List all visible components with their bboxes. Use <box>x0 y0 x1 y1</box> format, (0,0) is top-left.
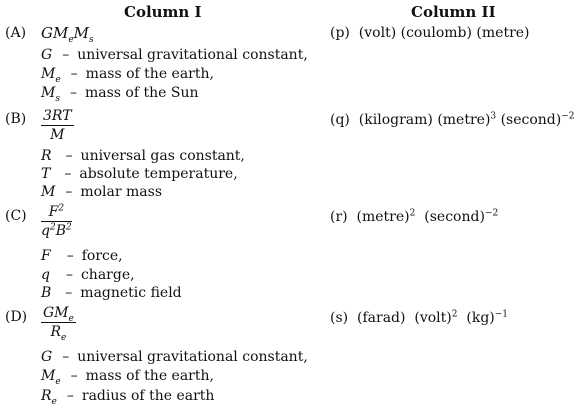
item-a-label: (A) <box>5 25 27 41</box>
option-q: (q) (kilogram) (metre)$^3$ (second)$^{-2}$ <box>330 111 575 128</box>
item-b-numerator: 3RT <box>43 108 72 124</box>
item-d-def-2: $M_e$ – mass of the earth, <box>41 368 214 387</box>
option-r: (r) (metre)$^2$ (second)$^{-2}$ <box>330 208 499 225</box>
option-s: (s) (farad) (volt)$^2$ (kg)$^{-1}$ <box>330 309 509 326</box>
option-r-label: (r) <box>330 209 348 225</box>
item-d-def-1: G – universal gravitational constant, <box>41 349 308 365</box>
item-b-def-3: M – molar mass <box>41 184 163 200</box>
item-c-def-1: F – force, <box>41 248 123 264</box>
item-b-def-2: T – absolute temperature, <box>41 166 238 182</box>
item-a-def-2: $M_e$ – mass of the earth, <box>41 66 214 85</box>
option-s-label: (s) <box>330 310 349 326</box>
item-b-denominator: M <box>50 127 65 143</box>
item-c-def-3: B – magnetic field <box>41 285 182 301</box>
item-c-label: (C) <box>5 208 27 224</box>
column-2-header: Column II <box>411 3 496 21</box>
item-c-def-2: q – charge, <box>41 267 135 283</box>
column-1-header: Column I <box>124 3 202 21</box>
item-b-label: (B) <box>5 111 27 127</box>
option-q-label: (q) <box>330 112 350 128</box>
item-d-denominator: $R_e$ <box>50 324 67 343</box>
item-c-numerator: $F^2$ <box>41 204 72 222</box>
item-b-def-1: R – universal gas constant, <box>41 148 245 164</box>
item-c-denominator: $q^2B^2$ <box>41 222 72 239</box>
item-a-expression: $GM_eM_s$ <box>41 24 94 45</box>
item-d-numerator: $GM_e$ <box>43 305 74 324</box>
item-c-fraction <box>41 204 72 240</box>
item-a-def-1: G – universal gravitational constant, <box>41 47 308 63</box>
option-p <box>330 25 530 41</box>
item-d-def-3: $R_e$ – radius of the earth <box>41 388 215 407</box>
item-d-label: (D) <box>5 309 28 325</box>
option-p-text: (volt) (coulomb) (metre) <box>358 25 530 41</box>
item-a-def-3: $M_s$ – mass of the Sun <box>41 85 199 104</box>
item-d-fraction <box>41 305 76 341</box>
option-p-label: (p) <box>330 25 350 41</box>
item-b-fraction <box>41 108 74 144</box>
